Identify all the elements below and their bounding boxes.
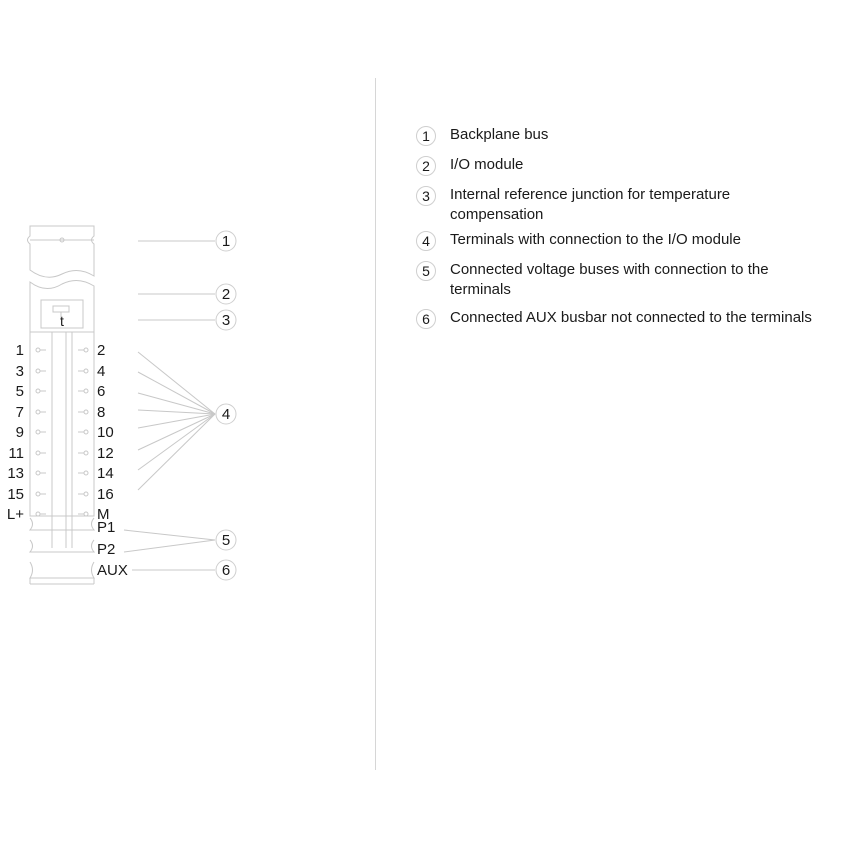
- callout: [216, 231, 236, 251]
- legend-item: [416, 125, 846, 146]
- terminal-label-left: 13: [7, 465, 24, 482]
- terminal-contact: [36, 471, 40, 475]
- legend-text: Internal reference junction for temperature compensation: [450, 186, 731, 223]
- callout-number: 3: [221, 312, 231, 329]
- legend-text: Connected AUX busbar not connected to the terminals: [450, 309, 812, 326]
- terminal-contact: [84, 389, 88, 393]
- terminal-contact: [36, 430, 40, 434]
- legend-text: Backplane bus: [450, 126, 549, 143]
- terminal-contact: [84, 512, 88, 516]
- terminal-label-left: 11: [8, 445, 24, 462]
- terminal-labels: [7, 342, 128, 579]
- callouts: [216, 231, 236, 580]
- terminal-contact: [84, 471, 88, 475]
- terminal-label-right: 6: [97, 383, 106, 400]
- callout-number: 2: [221, 286, 231, 303]
- divider: [375, 78, 376, 770]
- terminal-contact: [36, 369, 40, 373]
- terminal-label-right: 14: [97, 465, 114, 482]
- legend-text: Terminals with connection to the I/O module: [450, 231, 741, 248]
- callout-number: 1: [221, 233, 231, 250]
- callout: [216, 530, 236, 550]
- callout: [216, 310, 236, 330]
- callout-number: 4: [221, 406, 231, 423]
- terminal-label-right: 8: [97, 404, 106, 421]
- terminal-label-right: 16: [97, 486, 114, 503]
- terminal-label-right: 2: [97, 342, 106, 359]
- terminal-label-left: 3: [15, 363, 24, 380]
- legend-item: [416, 155, 846, 176]
- legend-text: I/O module: [450, 156, 524, 173]
- terminal-label-left: 1: [15, 342, 24, 359]
- legend-number: 5: [416, 261, 436, 281]
- legend-item: [416, 308, 846, 329]
- callout-number: 6: [221, 562, 231, 579]
- terminal-contact: [36, 389, 40, 393]
- terminal-contact: [36, 512, 40, 516]
- terminal-contact: [36, 492, 40, 496]
- terminal-label-left: 7: [15, 404, 24, 421]
- terminal-label-right: 10: [97, 424, 114, 441]
- legend-number: 3: [416, 186, 436, 206]
- leader-lines: [124, 241, 215, 570]
- terminal-contact: [36, 410, 40, 414]
- terminal-contact: [36, 348, 40, 352]
- terminal-contact: [84, 410, 88, 414]
- legend-item: [416, 185, 846, 224]
- module-outline: [28, 226, 95, 584]
- callout: [216, 404, 236, 424]
- callout: [216, 284, 236, 304]
- terminal-label-left: 5: [15, 383, 24, 400]
- bus-label: AUX: [97, 562, 128, 579]
- bus-label: P1: [97, 519, 116, 536]
- legend-text: Connected voltage buses with connection to the terminals: [450, 261, 769, 298]
- callout-number: 5: [221, 532, 231, 549]
- terminal-contact: [84, 369, 88, 373]
- legend-number: 1: [416, 126, 436, 146]
- terminal-label-right: M: [97, 506, 110, 523]
- terminal-contact: [36, 451, 40, 455]
- legend-number: 6: [416, 309, 436, 329]
- legend-number: 4: [416, 231, 436, 251]
- terminal-label-left: 9: [15, 424, 24, 441]
- terminal-label-left: L+: [6, 506, 24, 523]
- terminal-label-right: 12: [97, 445, 114, 462]
- terminal-contact: [84, 348, 88, 352]
- terminal-label-left: 15: [7, 486, 24, 503]
- legend-number: 2: [416, 156, 436, 176]
- callout: [216, 560, 236, 580]
- legend-item: [416, 260, 846, 299]
- module-symbol: t: [60, 313, 64, 329]
- bus-label: P2: [97, 541, 116, 558]
- terminal-contact: [84, 430, 88, 434]
- terminal-contact: [84, 451, 88, 455]
- terminal-contact: [84, 492, 88, 496]
- legend-item: [416, 230, 846, 251]
- terminal-label-right: 4: [97, 363, 106, 380]
